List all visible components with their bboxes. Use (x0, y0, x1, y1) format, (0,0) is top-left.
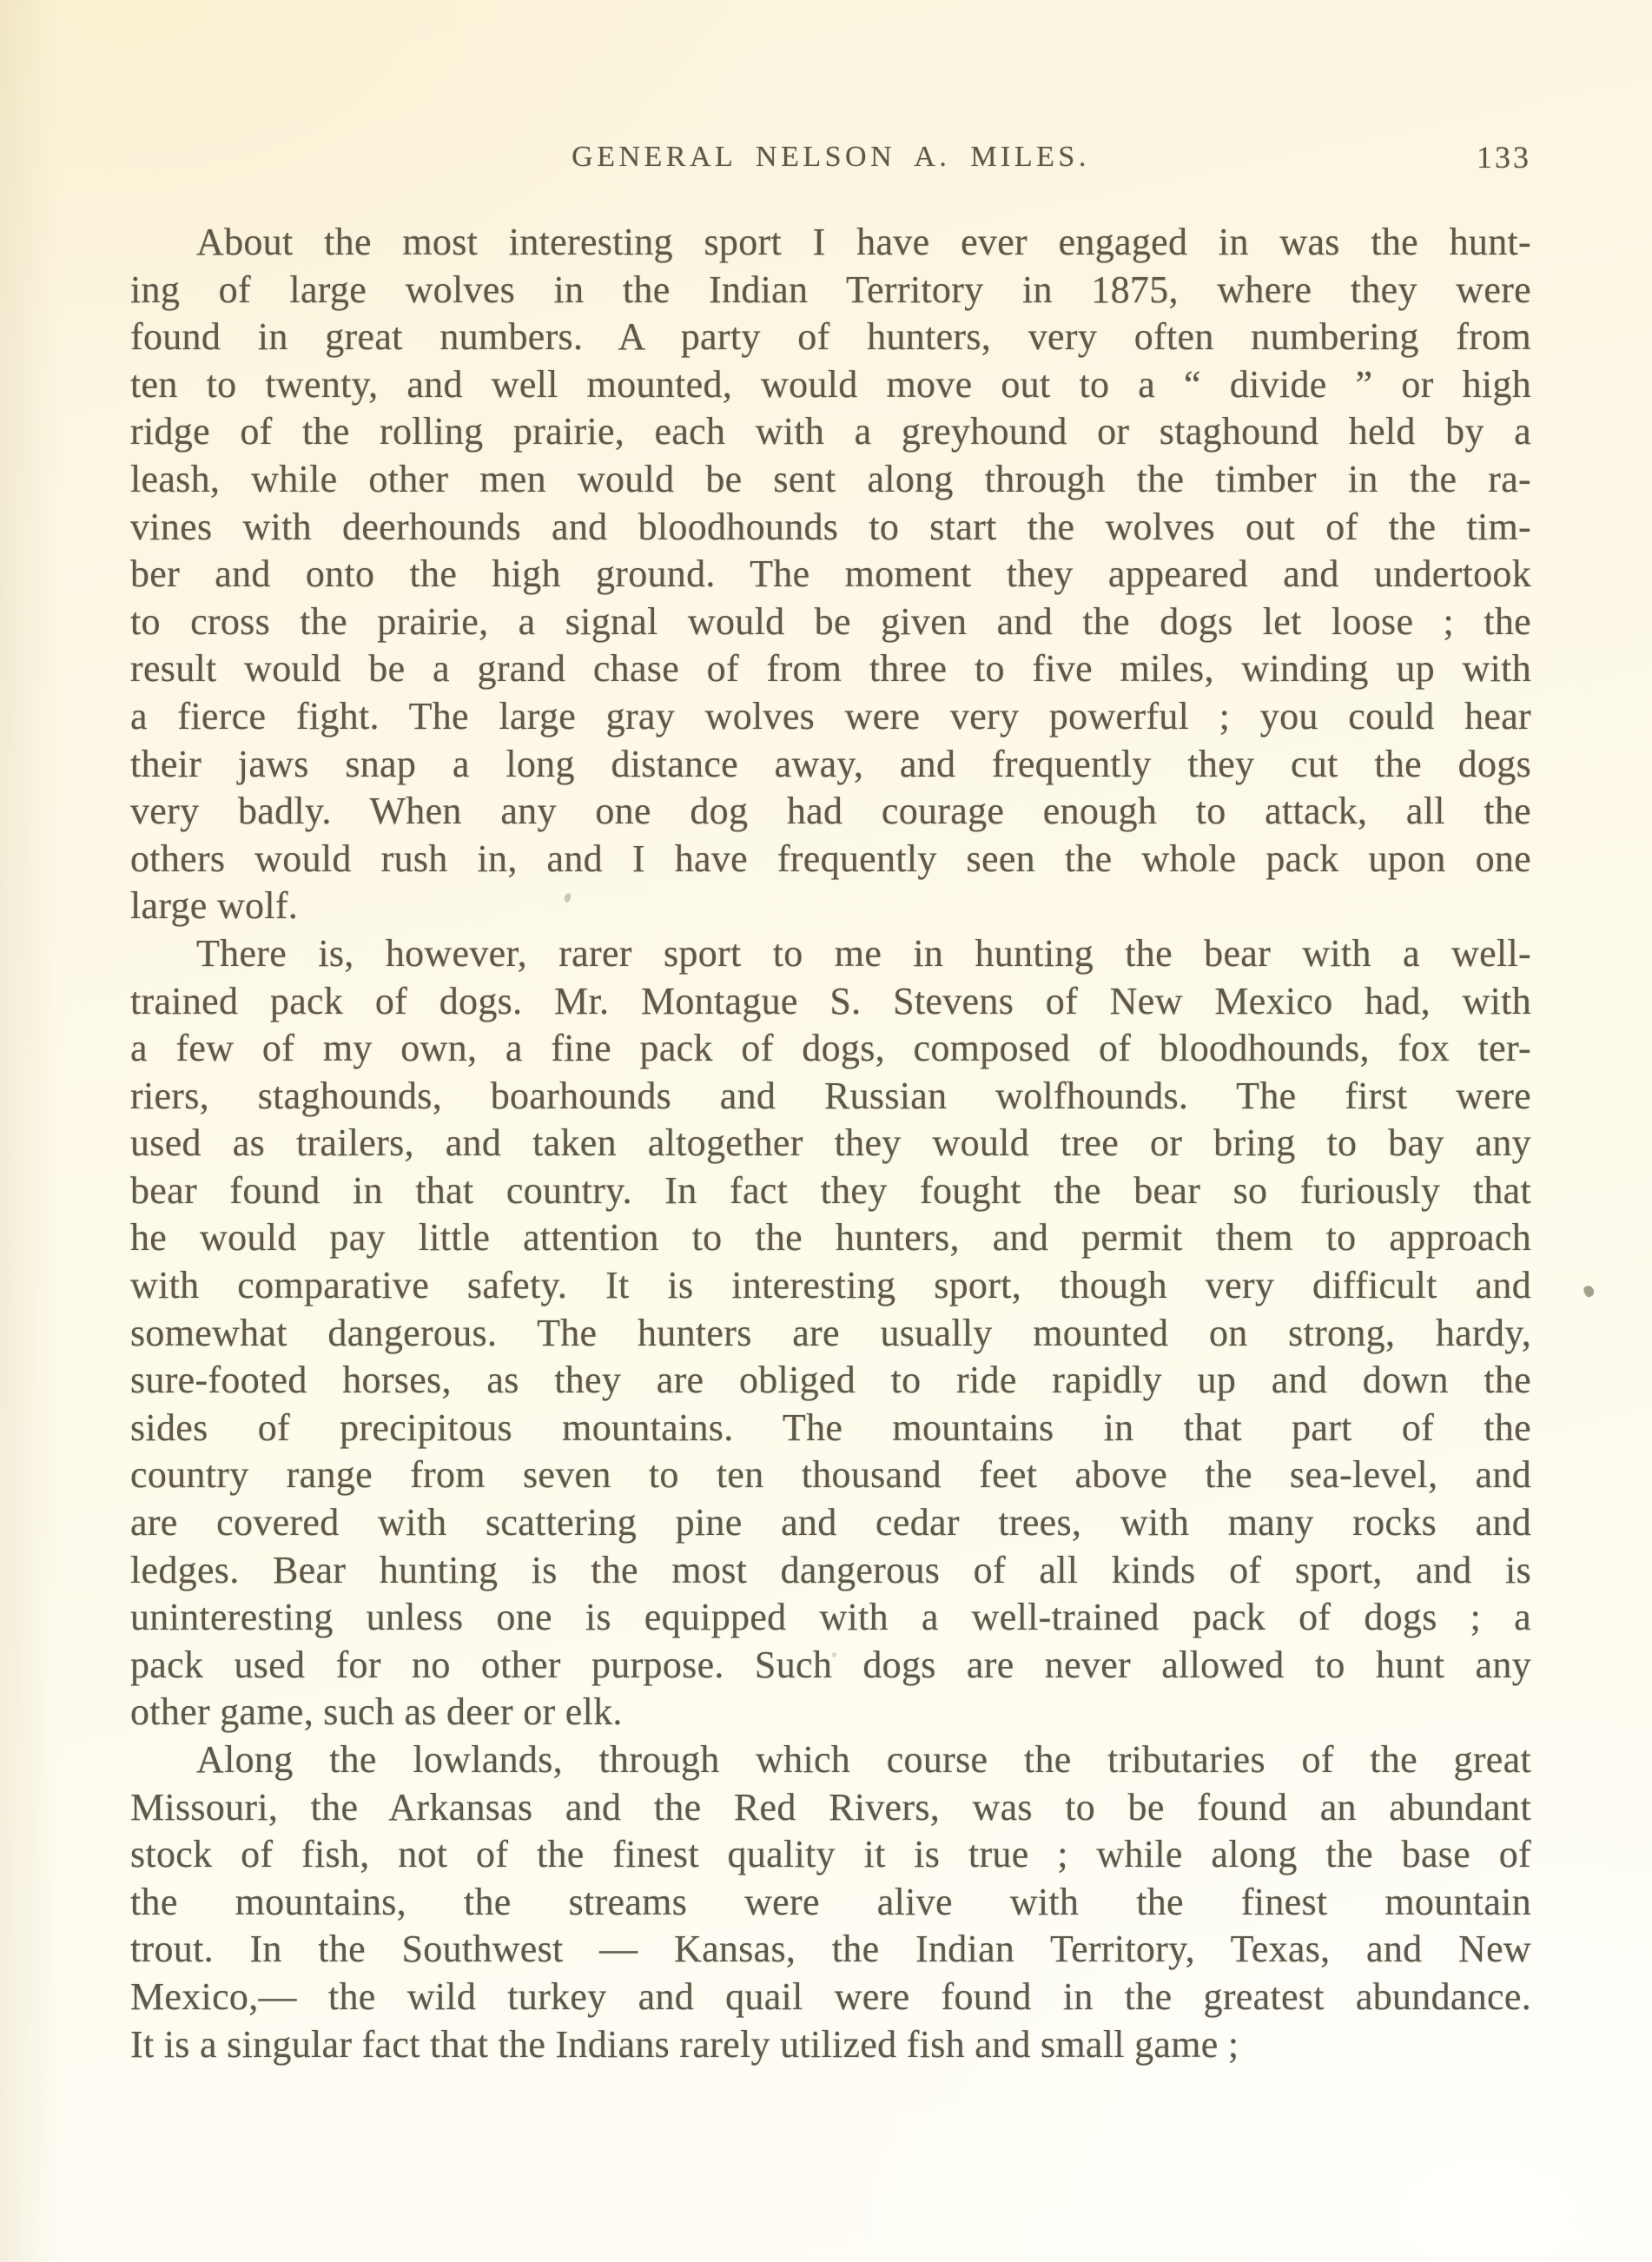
text-line: he would pay little attention to the hunters, and permit them to approach (130, 1216, 1531, 1260)
text-line: ridge of the rolling prairie, each with a greyhound or staghound held by a (130, 410, 1531, 453)
page-number: 133 (1477, 140, 1531, 175)
text-line: About the most interesting sport I have ever engaged in was the hunt- (196, 221, 1531, 263)
text-line: result would be a grand chase of from three to five miles, winding up with (130, 647, 1531, 691)
text-line: riers, staghounds, boarhounds and Russian wolfhounds. The first were (130, 1074, 1531, 1117)
text-line: the mountains, the streams were alive with the finest mountain (130, 1880, 1531, 1923)
text-line: Along the lowlands, through which course the tributaries of the great (196, 1738, 1531, 1781)
paragraph-2 (130, 930, 1531, 1736)
text-line: used as trailers, and taken altogether they would tree or bring to bay any (130, 1121, 1531, 1165)
text-line: other game, such as deer or elk. (130, 1690, 623, 1734)
text-line: a few of my own, a fine pack of dogs, composed of bloodhounds, fox ter- (130, 1027, 1531, 1070)
text-line: bear found in that country. In fact they fought the bear so furiously that (130, 1168, 1531, 1212)
text-line: sure-footed horses, as they are obliged to ride rapidly up and down the (130, 1359, 1531, 1402)
text-line: somewhat dangerous. The hunters are usually mounted on strong, hardy, (130, 1311, 1531, 1354)
text-line: uninteresting unless one is equipped with a well-trained pack of dogs ; a (130, 1596, 1531, 1639)
running-title: GENERAL NELSON A. MILES. (572, 141, 1090, 173)
text-line: trained pack of dogs. Mr. Montague S. Stevens of New Mexico had, with (130, 979, 1531, 1022)
text-line: ber and onto the high ground. The moment they appeared and undertook (130, 552, 1531, 596)
text-line: It is a singular fact that the Indians rarely utilized fish and small game ; (130, 2022, 1239, 2066)
text-line: stock of fish, not of the finest quality it is true ; while along the base of (130, 1833, 1531, 1876)
body-text (130, 219, 1531, 2068)
text-line: trout. In the Southwest — Kansas, the Indian Territory, Texas, and New (130, 1928, 1531, 1971)
text-line: found in great numbers. A party of hunters, very often numbering from (130, 315, 1531, 359)
text-line: sides of precipitous mountains. The mountains in that part of the (130, 1405, 1531, 1449)
text-line: with comparative safety. It is interesting sport, though very difficult and (130, 1264, 1531, 1307)
page-header (130, 141, 1531, 179)
text-line: ledges. Bear hunting is the most dangerous of all kinds of sport, and is (130, 1548, 1531, 1591)
text-line: Missouri, the Arkansas and the Red Rivers, was to be found an abundant (130, 1785, 1531, 1829)
text-line: are covered with scattering pine and cedar trees, with many rocks and (130, 1501, 1531, 1544)
text-line: vines with deerhounds and bloodhounds to start the wolves out of the tim- (130, 505, 1531, 548)
text-line: ing of large wolves in the Indian Territory in 1875, where they were (130, 268, 1531, 311)
text-line: very badly. When any one dog had courage enough to attack, all the (130, 790, 1531, 833)
text-line: others would rush in, and I have frequently seen the whole pack upon one (130, 837, 1531, 880)
text-line: ten to twenty, and well mounted, would move out to a “ divide ” or high (130, 362, 1531, 406)
text-line: leash, while other men would be sent along through the timber in the ra- (130, 457, 1531, 500)
text-line: large wolf. (130, 884, 299, 928)
text-line: country range from seven to ten thousand feet above the sea-level, and (130, 1453, 1531, 1497)
paragraph-3 (130, 1736, 1531, 2068)
text-line: pack used for no other purpose. Such dogs are never allowed to hunt any (130, 1643, 1531, 1686)
text-line: There is, however, rarer sport to me in hunting the bear with a well- (196, 931, 1531, 975)
text-line: Mexico,— the wild turkey and quail were found in the greatest abundance. (130, 1974, 1531, 2018)
text-line: their jaws snap a long distance away, and frequently they cut the dogs (130, 742, 1531, 785)
paragraph-1 (130, 219, 1531, 930)
scan-gutter-shade (0, 0, 61, 2262)
text-line: to cross the prairie, a signal would be given and the dogs let loose ; the (130, 599, 1531, 643)
text-line: a fierce fight. The large gray wolves were very powerful ; you could hear (130, 694, 1531, 737)
scan-speck (1583, 1285, 1596, 1299)
